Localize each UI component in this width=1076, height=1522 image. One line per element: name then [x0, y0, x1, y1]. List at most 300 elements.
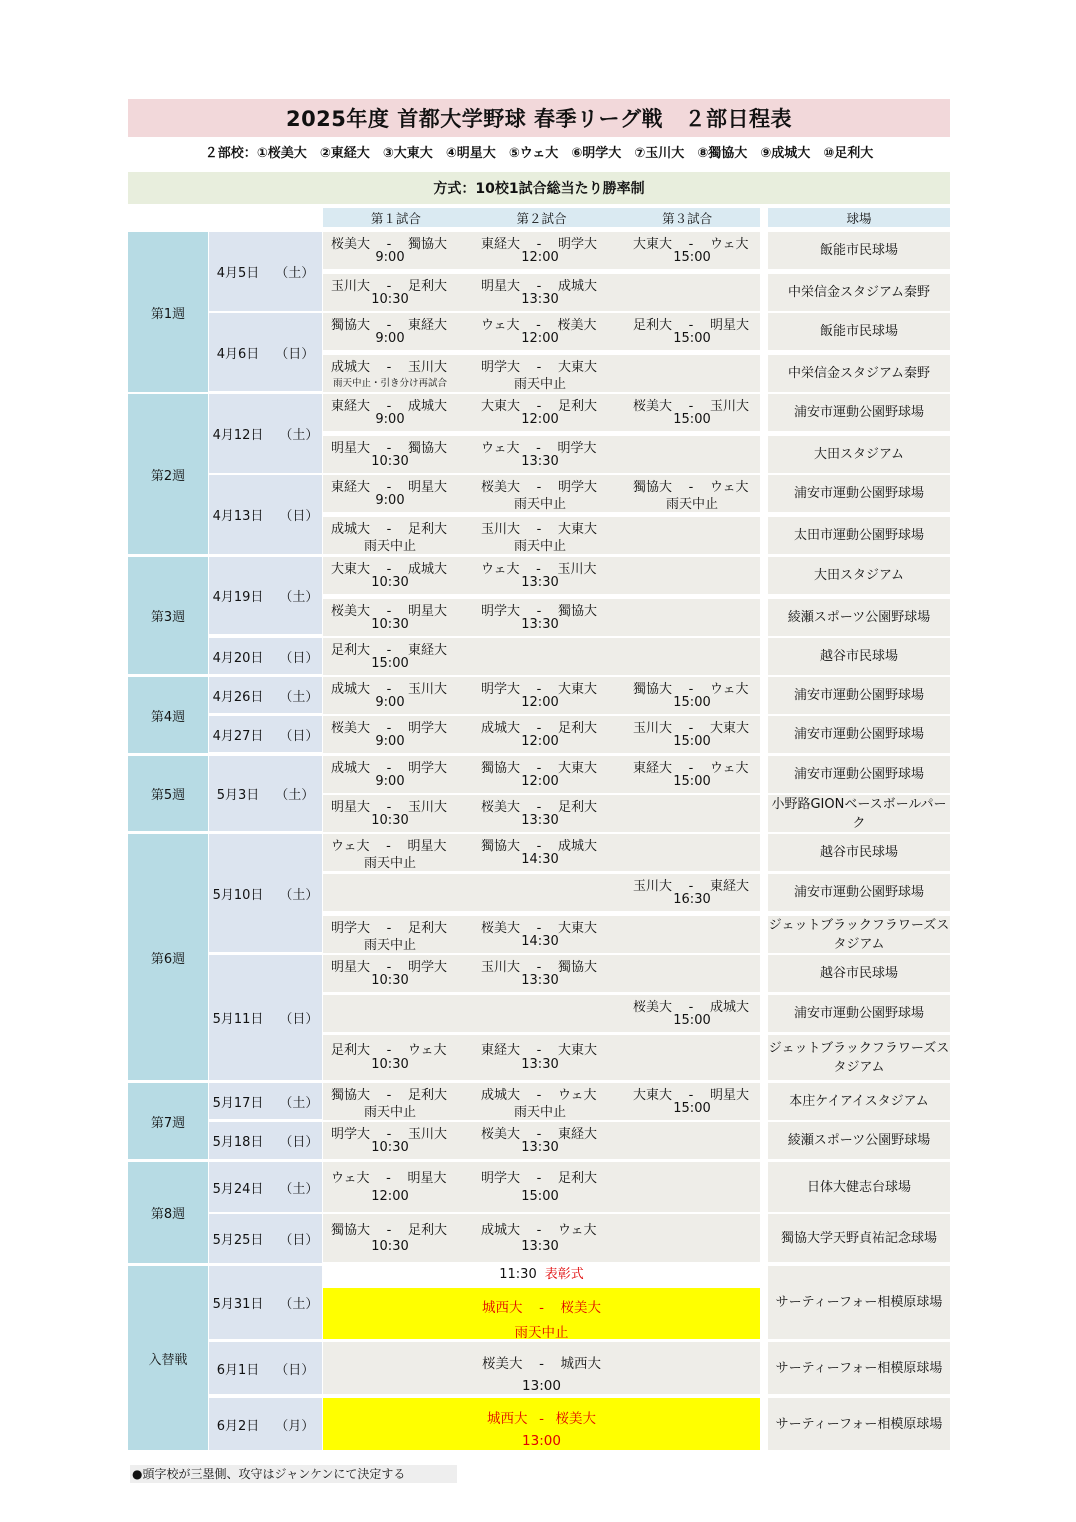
team-a: ウェ大 [481, 562, 520, 577]
game-cell [323, 599, 468, 636]
games-row [323, 995, 760, 1032]
format-banner: 方式：10校1試合総当たり勝率制 [128, 172, 950, 204]
match-date [209, 475, 322, 554]
team-b: 明学大 [558, 480, 598, 495]
games-row [323, 716, 760, 753]
game-time: 13:30 [521, 1057, 559, 1072]
team-a: 明学大 [331, 921, 371, 936]
team-b: 明星大 [710, 1088, 750, 1103]
versus-dash: - [536, 1127, 542, 1142]
team-b: 東経大 [558, 1127, 598, 1142]
weekday-text: （土） [279, 887, 319, 903]
game-cell [323, 1214, 468, 1262]
game-cell [473, 475, 618, 512]
team-b: 獨協大 [558, 604, 598, 619]
game-time: 雨天中止 [363, 539, 416, 554]
weekday-text: （日） [275, 346, 315, 362]
game-time: 9:00 [375, 774, 405, 789]
team-a: 桜美大 [482, 1356, 523, 1372]
team-a: 獨協大 [331, 1223, 371, 1238]
versus-dash: - [386, 237, 392, 252]
team-a: 桜美大 [633, 1000, 673, 1015]
game-cell [473, 716, 618, 753]
team-a: 明学大 [481, 1171, 521, 1186]
versus-dash: - [688, 399, 694, 414]
game-time: 10:30 [371, 617, 409, 632]
match-date [209, 834, 322, 952]
date-text: 4月5日 [216, 266, 260, 281]
team-a: 桜美大 [481, 1127, 521, 1142]
matchup [481, 1039, 597, 1058]
versus-dash: - [386, 1171, 391, 1186]
versus-dash: - [539, 1356, 544, 1372]
game-time: 10:30 [371, 813, 409, 828]
game-cell [323, 313, 468, 350]
team-a: 玉川大 [331, 279, 371, 294]
game-cell [323, 916, 468, 953]
date-text: 4月19日 [212, 590, 264, 605]
versus-dash: - [386, 562, 392, 577]
match-date [209, 313, 322, 391]
week-label: 第1週 [128, 232, 208, 392]
match-date [209, 1398, 322, 1450]
team-a: 玉川大 [633, 879, 673, 894]
game-cell [473, 756, 618, 793]
versus-dash: - [536, 318, 541, 333]
versus-dash: - [386, 761, 392, 776]
match-date [209, 1214, 322, 1263]
game-cell [473, 795, 618, 832]
game-time: 12:00 [521, 695, 559, 710]
versus-dash: - [536, 800, 542, 815]
versus-dash: - [688, 682, 694, 697]
matchup [331, 1039, 447, 1058]
versus-dash: - [536, 562, 541, 577]
team-b: 玉川大 [408, 800, 448, 815]
venue-cell: ジェットブラックフラワーズスタジアム [768, 1035, 950, 1080]
game-time: 15:00 [673, 1101, 711, 1116]
games-row [323, 916, 760, 953]
weekday-text: （土） [279, 1297, 319, 1312]
versus-dash: - [386, 1223, 392, 1238]
team-b: 大東大 [558, 682, 598, 697]
game1-header: 第１試合 [370, 210, 421, 226]
versus-dash: - [386, 522, 392, 537]
team-a: 明星大 [481, 279, 521, 294]
game-time: 13:00 [522, 1378, 561, 1394]
game-cell [473, 355, 618, 392]
games-row [323, 355, 760, 392]
team-a: 獨協大 [331, 318, 371, 333]
game-cell [473, 1162, 618, 1212]
game-time: 13:30 [521, 292, 559, 307]
team-b: 足利大 [408, 1223, 448, 1238]
game-cell [625, 756, 770, 793]
team-a: 玉川大 [481, 522, 521, 537]
page-title: 2025年度 首都大学野球 春季リーグ戦 ２部日程表 [128, 99, 950, 137]
date-text: 4月12日 [212, 428, 264, 443]
game-time: 13:30 [521, 1140, 559, 1155]
venue-cell: 小野路GIONベースボールパーク [768, 795, 950, 832]
versus-dash: - [536, 399, 542, 414]
game-time: 15:00 [673, 412, 711, 427]
weekday-text: （土） [279, 428, 319, 443]
team-b: ウェ大 [710, 480, 749, 495]
team-b: 東経大 [408, 318, 448, 333]
award-time: 11:30 [499, 1267, 537, 1282]
versus-dash: - [536, 761, 542, 776]
versus-dash: - [688, 237, 694, 252]
game-cell [473, 916, 618, 953]
team-b: 玉川大 [710, 399, 750, 414]
week-label: 第8週 [128, 1162, 208, 1263]
versus-dash: - [536, 1171, 542, 1186]
week-label: 第3週 [128, 557, 208, 674]
venue-cell: 浦安市運動公園野球場 [768, 677, 950, 714]
games-row [323, 557, 760, 594]
team-b: 足利大 [558, 800, 598, 815]
match-date [209, 677, 322, 713]
game-time: 13:30 [521, 617, 559, 632]
team-b: 桜美大 [557, 318, 597, 333]
game-time: 14:30 [521, 852, 559, 867]
date-text: 4月6日 [216, 346, 260, 362]
game3-header: 第３試合 [662, 210, 713, 226]
team-b: 大東大 [558, 522, 598, 537]
game-time: 12:00 [521, 734, 559, 749]
game-time: 16:30 [673, 892, 711, 907]
game-time: 15:00 [371, 656, 409, 671]
game-time: 9:00 [375, 695, 405, 710]
games-row [323, 274, 760, 311]
game-time: 10:30 [371, 1239, 409, 1254]
matchup [331, 356, 447, 375]
games-row [323, 834, 760, 871]
versus-dash: - [386, 1043, 392, 1058]
game-time: 12:00 [371, 1189, 409, 1204]
game-cell [323, 716, 468, 753]
team-b: 明星大 [407, 839, 447, 854]
venue-cell: 浦安市運動公園野球場 [768, 874, 950, 911]
date-text: 4月20日 [212, 650, 264, 666]
weekday-text: （土） [275, 266, 315, 281]
versus-dash: - [536, 279, 542, 294]
team-a: 大東大 [633, 1088, 673, 1103]
game-cell [323, 557, 468, 594]
game-time: 雨天中止 [363, 938, 416, 953]
game-time: 15:00 [673, 695, 711, 710]
game-cell [473, 677, 618, 714]
games-header [323, 208, 760, 227]
venue-cell: 綾瀬スポーツ公園野球場 [768, 1122, 950, 1159]
venue-cell: 越谷市民球場 [768, 834, 950, 871]
game-time: 雨天中止 [513, 1105, 566, 1120]
team-a: 桜美大 [481, 921, 521, 936]
team-a: 明学大 [331, 1127, 371, 1142]
weekday-text: （日） [279, 650, 319, 666]
game-cell [323, 677, 468, 714]
game-cell [473, 394, 618, 431]
versus-dash: - [386, 318, 392, 333]
team-b: 桜美大 [555, 1411, 596, 1427]
team-b: 足利大 [558, 721, 598, 736]
weekday-text: （日） [279, 509, 319, 524]
match-date [209, 1266, 322, 1339]
team-b: 成城大 [558, 279, 598, 294]
match-date [209, 955, 322, 1080]
game-cell [323, 834, 468, 871]
week-label: 入替戦 [128, 1266, 208, 1450]
team-a: 東経大 [633, 761, 673, 776]
team-a: 明学大 [481, 604, 521, 619]
venue-cell: 日体大健志台球場 [768, 1162, 950, 1212]
versus-dash: - [539, 1300, 544, 1316]
team-a: 成城大 [481, 1223, 521, 1238]
game-cell [323, 1162, 468, 1212]
weekday-text: （土） [279, 1095, 319, 1111]
versus-dash: - [536, 1088, 542, 1103]
versus-dash: - [688, 761, 694, 776]
weekday-text: （日） [279, 728, 319, 744]
versus-dash: - [386, 682, 392, 697]
games-row [323, 955, 760, 992]
versus-dash: - [536, 522, 542, 537]
team-b: ウェ大 [710, 237, 749, 252]
team-a: 桜美大 [331, 237, 371, 252]
versus-dash: - [386, 604, 392, 619]
team-a: ウェ大 [481, 441, 520, 456]
date-text: 5月17日 [212, 1095, 264, 1111]
game-time: 12:00 [521, 412, 559, 427]
team-a: 桜美大 [481, 800, 521, 815]
team-b: 大東大 [558, 1043, 598, 1058]
team-a: 城西大 [487, 1411, 528, 1427]
game-cell [473, 557, 618, 594]
team-b: ウェ大 [558, 1088, 597, 1103]
team-b: ウェ大 [710, 682, 749, 697]
match-date [209, 1342, 322, 1394]
team-a: 桜美大 [481, 480, 521, 495]
versus-dash: - [536, 839, 542, 854]
team-b: 明学大 [558, 237, 598, 252]
game-time: 13:30 [521, 973, 559, 988]
match-date [209, 557, 322, 634]
game-cell [323, 475, 468, 512]
team-a: 明星大 [331, 441, 371, 456]
team-a: 足利大 [331, 643, 371, 658]
game-cell [323, 1035, 468, 1080]
date-text: 5月11日 [212, 1012, 264, 1027]
game-time: 雨天中止 [665, 497, 718, 512]
game-time: 10:30 [371, 454, 409, 469]
week-label: 第4週 [128, 677, 208, 753]
game-time: 雨天中止・引き分け再試合 [332, 378, 447, 389]
playoff-game-1 [323, 1288, 760, 1339]
versus-dash: - [386, 839, 391, 854]
game-time: 9:00 [375, 493, 405, 508]
game-cell [473, 274, 618, 311]
game-cell [323, 517, 468, 554]
weekday-text: （日） [275, 1362, 315, 1378]
team-a: 東経大 [481, 237, 521, 252]
team-a: 獨協大 [633, 480, 673, 495]
team-a: 大東大 [331, 562, 371, 577]
date-text: 5月31日 [212, 1297, 264, 1312]
venue-cell: 大田スタジアム [768, 557, 950, 594]
game-time: 15:00 [673, 250, 711, 265]
venue-header: 球場 [768, 208, 950, 227]
team-b: 明星大 [407, 1171, 447, 1186]
week-label: 第6週 [128, 834, 208, 1080]
date-text: 4月13日 [212, 509, 264, 524]
game-time: 10:30 [371, 292, 409, 307]
team-a: 明学大 [481, 360, 521, 375]
game-cell [323, 638, 468, 675]
game-cell [625, 677, 770, 714]
week-label: 第5週 [128, 756, 208, 831]
team-b: 玉川大 [408, 682, 448, 697]
game-cell [323, 436, 468, 473]
game-cell [323, 355, 468, 392]
team-b: 足利大 [408, 921, 448, 936]
date-text: 6月2日 [216, 1418, 260, 1434]
team-a: 成城大 [481, 1088, 521, 1103]
versus-dash: - [386, 360, 392, 375]
game-cell [323, 1083, 468, 1120]
game-time: 雨天中止 [513, 497, 566, 512]
venue-cell: 浦安市運動公園野球場 [768, 475, 950, 512]
versus-dash: - [688, 1088, 694, 1103]
team-b: ウェ大 [558, 1223, 597, 1238]
game2-header: 第２試合 [516, 210, 567, 226]
week-label: 第2週 [128, 394, 208, 554]
date-text: 5月24日 [212, 1181, 264, 1197]
versus-dash: - [688, 879, 694, 894]
team-a: 東経大 [481, 1043, 521, 1058]
team-b: 足利大 [558, 399, 598, 414]
game-time: 13:00 [522, 1433, 561, 1449]
matchup [481, 1167, 597, 1186]
game-time: 12:00 [521, 250, 559, 265]
team-b: 桜美大 [560, 1300, 601, 1316]
weekday-text: （日） [279, 1135, 319, 1150]
team-a: 成城大 [331, 360, 371, 375]
venue-cell: 浦安市運動公園野球場 [768, 716, 950, 753]
team-b: 城西大 [560, 1356, 601, 1372]
versus-dash: - [386, 960, 392, 975]
team-b: 明学大 [557, 441, 597, 456]
games-row [323, 756, 760, 793]
game-cell [473, 232, 618, 269]
venue-cell: 綾瀬スポーツ公園野球場 [768, 599, 950, 636]
versus-dash: - [536, 1223, 542, 1238]
venue-cell: 太田市運動公園野球場 [768, 517, 950, 554]
team-b: 大東大 [710, 721, 750, 736]
team-b: 成城大 [408, 562, 448, 577]
team-b: 玉川大 [557, 562, 597, 577]
team-a: 成城大 [481, 721, 521, 736]
date-text: 4月26日 [212, 689, 264, 705]
team-b: 足利大 [408, 522, 448, 537]
versus-dash: - [536, 1043, 542, 1058]
game-cell [323, 756, 468, 793]
versus-dash: - [536, 960, 542, 975]
weekday-text: （土） [279, 1181, 319, 1197]
playoff-game-3 [323, 1398, 760, 1450]
game-time: 10:30 [371, 575, 409, 590]
game-time: 15:00 [673, 1013, 711, 1028]
venue-cell: 飯能市民球場 [768, 232, 950, 269]
venue-cell: 中栄信金スタジアム秦野 [768, 274, 950, 311]
venue-cell: ジェットブラックフラワーズスタジアム [768, 917, 950, 952]
matchup [331, 1219, 447, 1238]
game-cell [473, 436, 618, 473]
games-row [323, 232, 760, 269]
game-status: 雨天中止 [514, 1325, 569, 1341]
team-a: 桜美大 [331, 721, 371, 736]
match-date [209, 1162, 322, 1212]
date-text: 5月10日 [212, 887, 264, 903]
game-cell [473, 1083, 618, 1120]
versus-dash: - [539, 1411, 544, 1427]
game-cell [473, 517, 618, 554]
game-time: 12:00 [521, 331, 559, 346]
game-cell [625, 716, 770, 753]
game-time: 15:00 [673, 734, 711, 749]
team-a: 大東大 [633, 237, 673, 252]
game-cell [323, 795, 468, 832]
game-time: 雨天中止 [363, 1105, 416, 1120]
games-row [323, 475, 760, 512]
playoff-venue-2: サーティーフォー相模原球場 [768, 1342, 950, 1394]
team-a: ウェ大 [331, 839, 370, 854]
game-cell [473, 1214, 618, 1262]
versus-dash: - [536, 721, 542, 736]
versus-dash: - [688, 1000, 694, 1015]
games-row [323, 677, 760, 714]
game-cell [625, 232, 770, 269]
versus-dash: - [536, 480, 542, 495]
weekday-text: （日） [279, 1233, 319, 1248]
date-text: 6月1日 [216, 1362, 260, 1378]
playoff-venue-1: サーティーフォー相模原球場 [768, 1266, 950, 1339]
game-time: 15:00 [521, 1189, 559, 1204]
team-b: 足利大 [408, 1088, 448, 1103]
versus-dash: - [386, 1088, 392, 1103]
venue-cell: 浦安市運動公園野球場 [768, 756, 950, 793]
games-row [323, 599, 760, 636]
team-a: 大東大 [481, 399, 521, 414]
game-cell [323, 232, 468, 269]
venue-cell: 越谷市民球場 [768, 955, 950, 992]
game-cell [473, 313, 618, 350]
game-cell [473, 1122, 618, 1159]
team-b: 明学大 [408, 960, 448, 975]
game-time: 9:00 [375, 250, 405, 265]
venue-cell: 大田スタジアム [768, 436, 950, 473]
game-time: 9:00 [375, 331, 405, 346]
week-label: 第7週 [128, 1083, 208, 1159]
team-a: 成城大 [331, 682, 371, 697]
team-b: 明星大 [408, 604, 448, 619]
team-a: 獨協大 [481, 761, 521, 776]
weekday-text: （土） [279, 590, 319, 605]
date-text: 4月27日 [212, 728, 264, 744]
match-date [209, 756, 322, 831]
team-a: 明星大 [331, 800, 371, 815]
team-b: 獨協大 [408, 441, 448, 456]
game-cell [323, 274, 468, 311]
